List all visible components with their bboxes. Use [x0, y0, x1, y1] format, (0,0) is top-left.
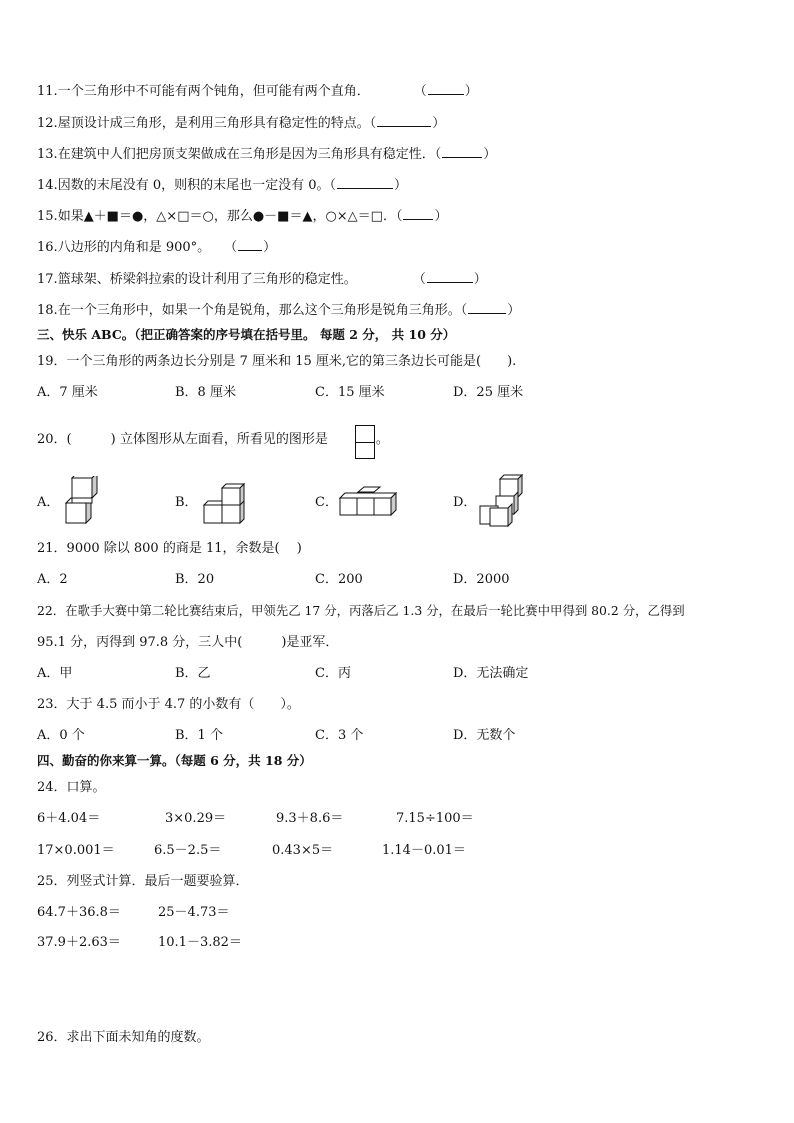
option-c[interactable]: C．15 厘米: [315, 385, 385, 400]
question-25: 25．列竖式计算．最后一题要验算．: [37, 874, 249, 889]
option-d[interactable]: D．: [453, 495, 477, 510]
mental-calc: 6.5－2.5＝: [154, 843, 222, 858]
option-a[interactable]: A．2: [37, 572, 68, 587]
question-number: 13.: [37, 147, 58, 162]
cube-figure-b: [202, 483, 248, 525]
question-22-line-1: 22．在歌手大赛中第二轮比赛结束后，甲领先乙 17 分，丙落后乙 1.3 分，在最后一轮比赛中甲得到 80.2 分，乙得到: [37, 603, 685, 618]
question-number: 15.: [37, 209, 58, 224]
question-number: 16.: [37, 240, 58, 255]
mental-calc: 0.43×5＝: [272, 843, 334, 858]
vertical-calc: 10.1－3.82＝: [158, 935, 242, 950]
question-13: 13.在建筑中人们把房顶支架做成在三角形是因为三角形具有稳定性．（ ）: [37, 147, 497, 162]
question-18: 18.在一个三角形中，如果一个角是锐角，那么这个三角形是锐角三角形。（ ）: [37, 303, 521, 318]
option-a[interactable]: A．0 个: [37, 728, 85, 743]
option-c[interactable]: C．3 个: [315, 728, 364, 743]
question-number: 11.: [37, 84, 58, 99]
question-text: 因数的末尾没有 0，则积的末尾也一定没有 0。: [57, 178, 330, 193]
option-d[interactable]: D．无数个: [453, 728, 516, 743]
option-b[interactable]: B．20: [175, 572, 215, 587]
answer-blank[interactable]: [468, 301, 506, 314]
question-23: 23．大于 4.5 而小于 4.7 的小数有（ ）。: [37, 697, 300, 712]
question-16: 16.八边形的内角和是 900°。 （ ）: [37, 240, 277, 255]
section-4-heading: 四、勤奋的你来算一算。（每题 6 分，共 18 分）: [37, 753, 312, 768]
section-3-heading: 三、快乐 ABC。（把正确答案的序号填在括号里。 每题 2 分， 共 10 分）: [37, 327, 456, 342]
question-19: 19．一个三角形的两条边长分别是 7 厘米和 15 厘米,它的第三条边长可能是( ).: [37, 354, 517, 369]
option-a[interactable]: A．7 厘米: [37, 385, 98, 400]
option-d[interactable]: D．2000: [453, 572, 510, 587]
cube-figure-d: [476, 474, 528, 528]
mental-calc: 7.15÷100＝: [396, 811, 474, 826]
question-text: 篮球架、桥梁斜拉索的设计利用了三角形的稳定性。: [57, 272, 357, 287]
question-text: 20．( ) 立体图形从左面看，所看见的图形是: [37, 432, 328, 447]
question-24: 24．口算。: [37, 780, 106, 795]
question-text: 一个三角形中不可能有两个钝角，但可能有两个直角．: [57, 84, 370, 99]
question-21: 21．9000 除以 800 的商是 11，余数是( ): [37, 541, 302, 556]
question-number: 12.: [37, 116, 58, 131]
option-a[interactable]: A．甲: [37, 666, 73, 681]
answer-blank[interactable]: [238, 238, 262, 251]
vertical-calc: 25－4.73＝: [158, 905, 230, 920]
question-text: 八边形的内角和是 900°。: [57, 240, 211, 255]
question-text: 屋顶设计成三角形，是利用三角形具有稳定性的特点。: [57, 116, 370, 131]
answer-blank[interactable]: [403, 207, 433, 220]
option-b[interactable]: B．: [175, 495, 198, 510]
question-number: 17.: [37, 272, 58, 287]
left-view-figure: [355, 425, 375, 459]
question-text: 在建筑中人们把房顶支架做成在三角形是因为三角形具有稳定性．: [57, 147, 435, 162]
option-c[interactable]: C．: [315, 495, 338, 510]
question-number: 14.: [37, 178, 58, 193]
question-text: 如果▲＋■＝●，△×□＝○，那么●－■＝▲，○×△＝□．: [57, 209, 396, 224]
vertical-calc: 64.7＋36.8＝: [37, 905, 121, 920]
question-11: 11.一个三角形中不可能有两个钝角，但可能有两个直角． （ ）: [37, 84, 478, 99]
answer-blank[interactable]: [377, 114, 431, 127]
option-c[interactable]: C．丙: [315, 666, 351, 681]
question-text: 在一个三角形中，如果一个角是锐角，那么这个三角形是锐角三角形。: [57, 303, 461, 318]
option-c[interactable]: C．200: [315, 572, 363, 587]
question-26: 26．求出下面未知角的度数。: [37, 1030, 210, 1045]
mental-calc: 3×0.29＝: [165, 811, 227, 826]
option-b[interactable]: B．1 个: [175, 728, 223, 743]
option-b[interactable]: B．乙: [175, 666, 211, 681]
question-12: 12.屋顶设计成三角形，是利用三角形具有稳定性的特点。（ ）: [37, 116, 446, 131]
answer-blank[interactable]: [427, 270, 473, 283]
question-22-line-2: 95.1 分，丙得到 97.8 分，三人中( )是亚军．: [37, 635, 339, 650]
answer-blank[interactable]: [337, 176, 393, 189]
question-number: 18.: [37, 303, 58, 318]
mental-calc: 6＋4.04＝: [37, 811, 101, 826]
cube-figure-a: [64, 476, 104, 524]
mental-calc: 9.3＋8.6＝: [276, 811, 344, 826]
question-17: 17.篮球架、桥梁斜拉索的设计利用了三角形的稳定性。 （ ）: [37, 272, 487, 287]
option-d[interactable]: D．25 厘米: [453, 385, 524, 400]
option-a[interactable]: A．: [37, 495, 60, 510]
mental-calc: 1.14－0.01＝: [382, 843, 466, 858]
option-b[interactable]: B．8 厘米: [175, 385, 236, 400]
question-20: 20．( ) 立体图形从左面看，所看见的图形是 。: [37, 432, 389, 447]
answer-blank[interactable]: [442, 145, 482, 158]
mental-calc: 17×0.001＝: [37, 843, 115, 858]
option-d[interactable]: D．无法确定: [453, 666, 529, 681]
cube-figure-c: [338, 486, 398, 518]
vertical-calc: 37.9＋2.63＝: [37, 935, 121, 950]
answer-blank[interactable]: [428, 82, 464, 95]
question-15: 15.如果▲＋■＝●，△×□＝○，那么●－■＝▲，○×△＝□．（ ）: [37, 209, 448, 224]
question-14: 14.因数的末尾没有 0，则积的末尾也一定没有 0。（ ）: [37, 178, 408, 193]
